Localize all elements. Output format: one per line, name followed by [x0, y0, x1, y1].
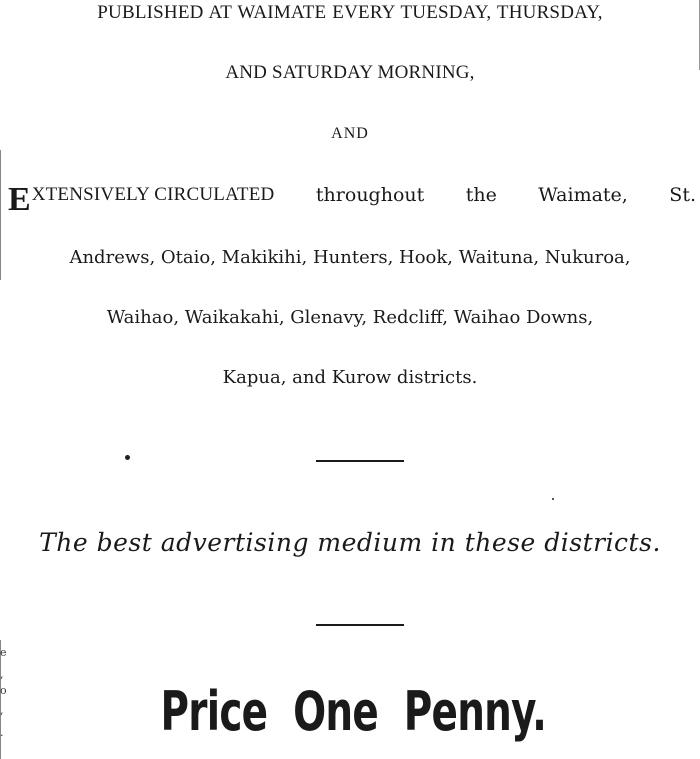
districts-line-3: Kapua, and Kurow districts. [222, 367, 478, 388]
publication-schedule-line-2: AND SATURDAY MORNING, [225, 62, 475, 83]
price-notice: Price One Penny. [160, 680, 547, 743]
ink-speck [125, 455, 130, 460]
circulation-caps: XTENSIVELY CIRCULATED [31, 184, 275, 205]
circulation-word: Waimate, [538, 184, 628, 206]
districts-line-2: Waihao, Waikakahi, Glenavy, Redcliff, Waihao Downs, [106, 307, 594, 328]
circulation-word: throughout [315, 184, 425, 206]
margin-mark: e [0, 646, 7, 659]
divider-rule [316, 624, 404, 626]
margin-mark: . [0, 726, 4, 739]
publication-schedule-line-1: PUBLISHED AT WAIMATE EVERY TUESDAY, THURSDAY, [97, 2, 603, 23]
circulation-word: the [465, 184, 497, 206]
margin-mark: o [0, 684, 7, 697]
districts-line-1: Andrews, Otaio, Makikihi, Hunters, Hook, Waituna, Nukuroa, [69, 247, 631, 268]
ink-speck [552, 498, 554, 500]
advertising-tagline: The best advertising medium in these districts. [39, 528, 661, 557]
drop-cap-letter: E [8, 181, 31, 218]
circulation-word: St. [669, 184, 696, 206]
circulation-line [8, 181, 696, 218]
circulation-text [32, 184, 696, 206]
margin-mark: , [0, 704, 4, 717]
margin-mark: , [0, 668, 4, 681]
conjunction-and: AND [331, 125, 369, 142]
divider-rule [316, 460, 404, 462]
